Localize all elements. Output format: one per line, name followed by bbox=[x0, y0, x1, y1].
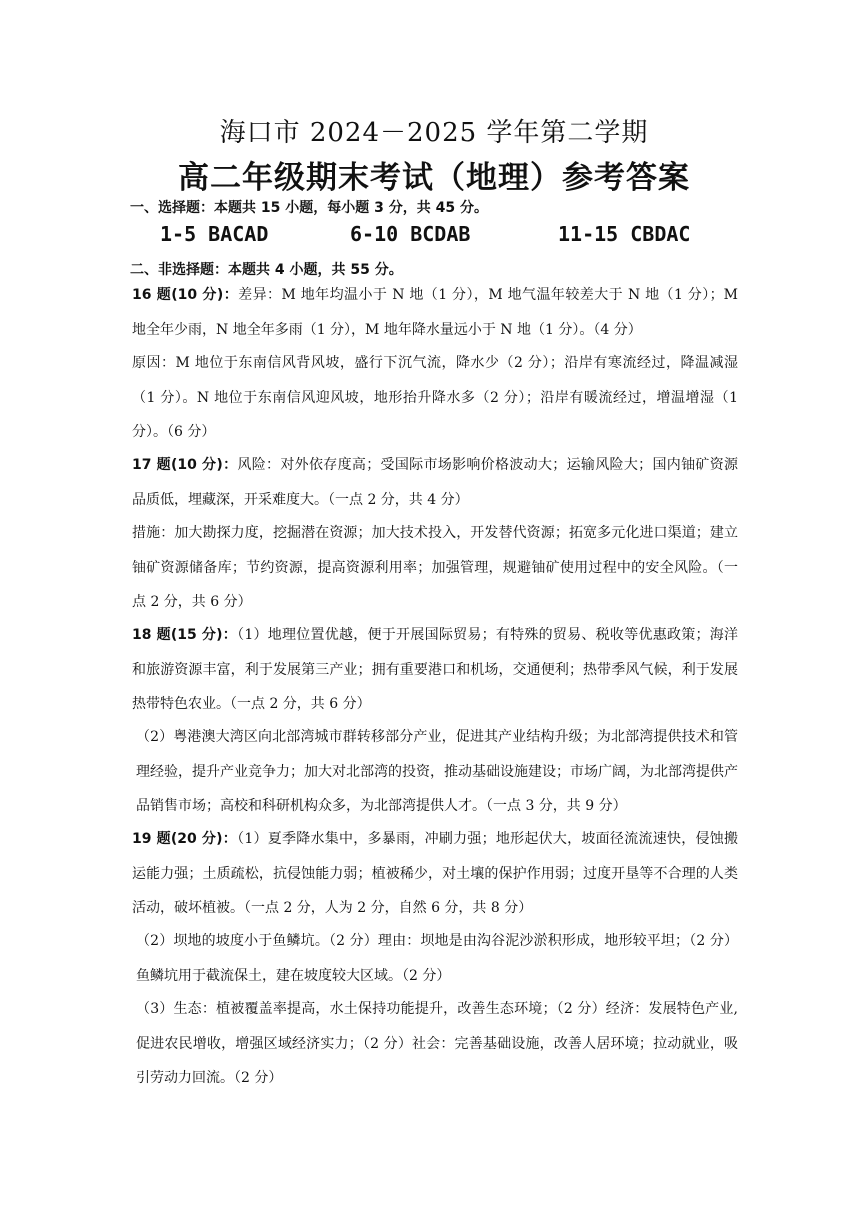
q18-text-1: （1）地理位置优越，便于开展国际贸易；有特殊的贸易、税收等优惠政策；海洋和旅游资源丰富，利于发展第三产业；拥有重要港口和机场，交通便利；热带季风气候，利于发展热带特色农业。（一点 2 分，共 6 分） bbox=[132, 627, 738, 712]
answer-group-1-5: 1-5 BACAD bbox=[160, 222, 269, 246]
page-title-line1: 海口市 2024－2025 学年第二学期 bbox=[219, 118, 649, 148]
q19-paragraph-1 bbox=[132, 822, 738, 926]
answer-group-11-15: 11-15 CBDAC bbox=[558, 222, 691, 246]
q18-paragraph-1 bbox=[132, 618, 738, 722]
q17-paragraph-2: 措施：加大勘探力度，挖掘潜在资源；加大技术投入，开发替代资源；拓宽多元化进口渠道；建立铀矿资源储备库；节约资源，提高资源利用率；加强管理，规避铀矿使用过程中的安全风险。（一点 2 分，共 6 分） bbox=[132, 525, 738, 610]
q17-paragraph-1 bbox=[132, 448, 738, 517]
q18-label: 18 题(15 分)： bbox=[132, 627, 238, 643]
q19-paragraph-3: （3）生态：植被覆盖率提高，水土保持功能提升，改善生态环境；（2 分）经济：发展特色产业,促进农民增收，增强区域经济实力；（2 分）社会：完善基础设施，改善人居环境；拉动就业，吸引劳动力回流。（2 分） bbox=[136, 1001, 738, 1086]
q17-label: 17 题(10 分)： bbox=[132, 457, 238, 473]
q19-paragraph-2: （2）坝地的坡度小于鱼鳞坑。（2 分）理由：坝地是由沟谷泥沙淤积形成，地形较平坦；（2 分）鱼鳞坑用于截流保土，建在坡度较大区域。（2 分） bbox=[136, 933, 738, 984]
q16-label: 16 题(10 分)： bbox=[132, 287, 239, 303]
q17-text-1: 风险：对外依存度高；受国际市场影响价格波动大；运输风险大；国内铀矿资源品质低，埋藏深，开采难度大。（一点 2 分，共 4 分） bbox=[132, 457, 739, 508]
q16-paragraph-1 bbox=[132, 278, 738, 347]
section2-heading: 二、非选择题：本题共 4 小题，共 55 分。 bbox=[130, 262, 403, 278]
q16-paragraph-2: 原因：M 地位于东南信风背风坡，盛行下沉气流，降水少（2 分）；沿岸有寒流经过，降温减湿（1 分）。N 地位于东南信风迎风坡，地形抬升降水多（2 分）；沿岸有暖流经过，增温增湿（1 分）。（6 分） bbox=[132, 355, 738, 440]
q19-label: 19 题(20 分)： bbox=[132, 831, 238, 847]
answer-group-6-10: 6-10 BCDAB bbox=[350, 222, 471, 246]
page-title-line2: 高二年级期末考试（地理）参考答案 bbox=[178, 160, 690, 196]
q19-text-1: （1）夏季降水集中，多暴雨，冲刷力强；地形起伏大，坡面径流流速快，侵蚀搬运能力强；土质疏松，抗侵蚀能力弱；植被稀少，对土壤的保护作用弱；过度开垦等不合理的人类活动，破坏植被。（一点 2 分，人为 2 分，自然 6 分，共 8 分） bbox=[132, 831, 738, 916]
section1-heading: 一、选择题：本题共 15 小题，每小题 3 分，共 45 分。 bbox=[130, 200, 488, 216]
answer-key-row bbox=[160, 222, 720, 246]
q16-text-1: 差异：M 地年均温小于 N 地（1 分），M 地气温年较差大于 N 地（1 分）；M 地全年少雨，N 地全年多雨（1 分），M 地年降水量远小于 N 地（1 分）。（4 分） bbox=[132, 287, 739, 338]
q18-paragraph-2: （2）粤港澳大湾区向北部湾城市群转移部分产业，促进其产业结构升级；为北部湾提供技术和管理经验，提升产业竞争力；加大对北部湾的投资，推动基础设施建设；市场广阔，为北部湾提供产品销售市场；高校和科研机构众多，为北部湾提供人才。（一点 3 分，共 9 分） bbox=[136, 729, 738, 814]
